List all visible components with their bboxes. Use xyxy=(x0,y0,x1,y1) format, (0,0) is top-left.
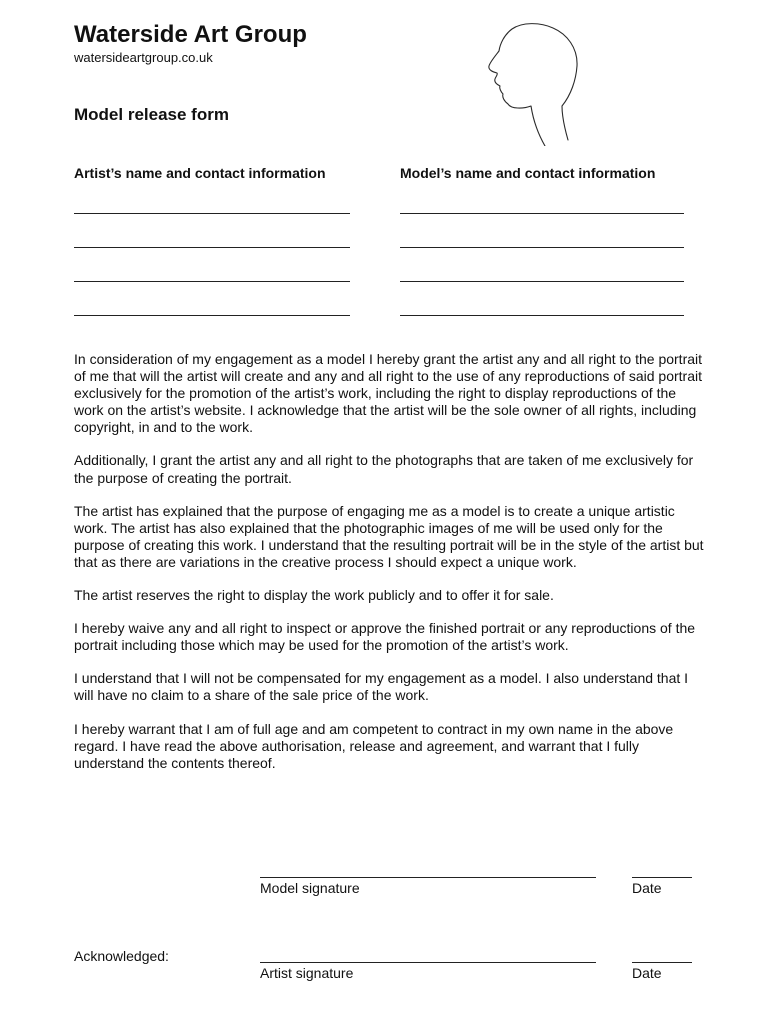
terms-paragraph: I understand that I will not be compensated for my engagement as a model. I also understand that I will have no claim to a share of the sale price of the work. xyxy=(74,670,689,704)
artist-contact-line[interactable] xyxy=(74,213,350,214)
acknowledged-label: Acknowledged: xyxy=(74,948,169,964)
artist-date-line[interactable] xyxy=(632,962,692,963)
model-date-label: Date xyxy=(632,880,662,896)
org-name: Waterside Art Group xyxy=(74,21,307,48)
model-signature-line[interactable] xyxy=(260,877,596,878)
artist-contact-line[interactable] xyxy=(74,315,350,316)
terms-paragraph: In consideration of my engagement as a model I hereby grant the artist any and all right to the portrait of me that will the artist will create and any and all right to the use of any reproductions of said portrait exclusively for the promotion of the artist’s work, including the right to display reproductions of the work on the artist’s website. I acknowledge that the artist will be the sole owner of all rights, including copyright, in and to the work. xyxy=(74,351,703,436)
release-terms xyxy=(74,351,704,788)
artist-signature-line[interactable] xyxy=(260,962,596,963)
terms-paragraph: Additionally, I grant the artist any and all right to the photographs that are taken of me exclusively for the purpose of creating the portrait. xyxy=(74,452,694,486)
model-contact-line[interactable] xyxy=(400,281,684,282)
terms-paragraph: I hereby warrant that I am of full age and am competent to contract in my own name in the above regard. I have read the above authorisation, release and agreement, and warrant that I fully understand the contents thereof. xyxy=(74,720,674,771)
model-contact-heading: Model’s name and contact information xyxy=(400,165,656,181)
terms-paragraph: I hereby waive any and all right to inspect or approve the finished portrait or any reproductions of the portrait including those which may be used for the promotion of the artist’s work. xyxy=(74,620,696,654)
head-profile-icon xyxy=(484,20,584,146)
artist-date-label: Date xyxy=(632,965,662,981)
model-signature-label: Model signature xyxy=(260,880,360,896)
artist-contact-line[interactable] xyxy=(74,247,350,248)
terms-paragraph: The artist reserves the right to display the work publicly and to offer it for sale. xyxy=(74,587,554,604)
model-contact-line[interactable] xyxy=(400,315,684,316)
form-title: Model release form xyxy=(74,105,229,124)
artist-contact-heading: Artist’s name and contact information xyxy=(74,165,326,181)
model-date-line[interactable] xyxy=(632,877,692,878)
artist-signature-label: Artist signature xyxy=(260,965,354,981)
org-website: watersideartgroup.co.uk xyxy=(74,50,213,65)
artist-contact-line[interactable] xyxy=(74,281,350,282)
terms-paragraph: The artist has explained that the purpose of engaging me as a model is to create a unique artistic work. The artist has also explained that the photographic images of me will be used only for the purpose of creating this work. I understand that the resulting portrait will be in the style of the artist but that as there are variations in the creative process I should expect a unique work. xyxy=(74,502,704,570)
model-contact-line[interactable] xyxy=(400,213,684,214)
model-contact-line[interactable] xyxy=(400,247,684,248)
